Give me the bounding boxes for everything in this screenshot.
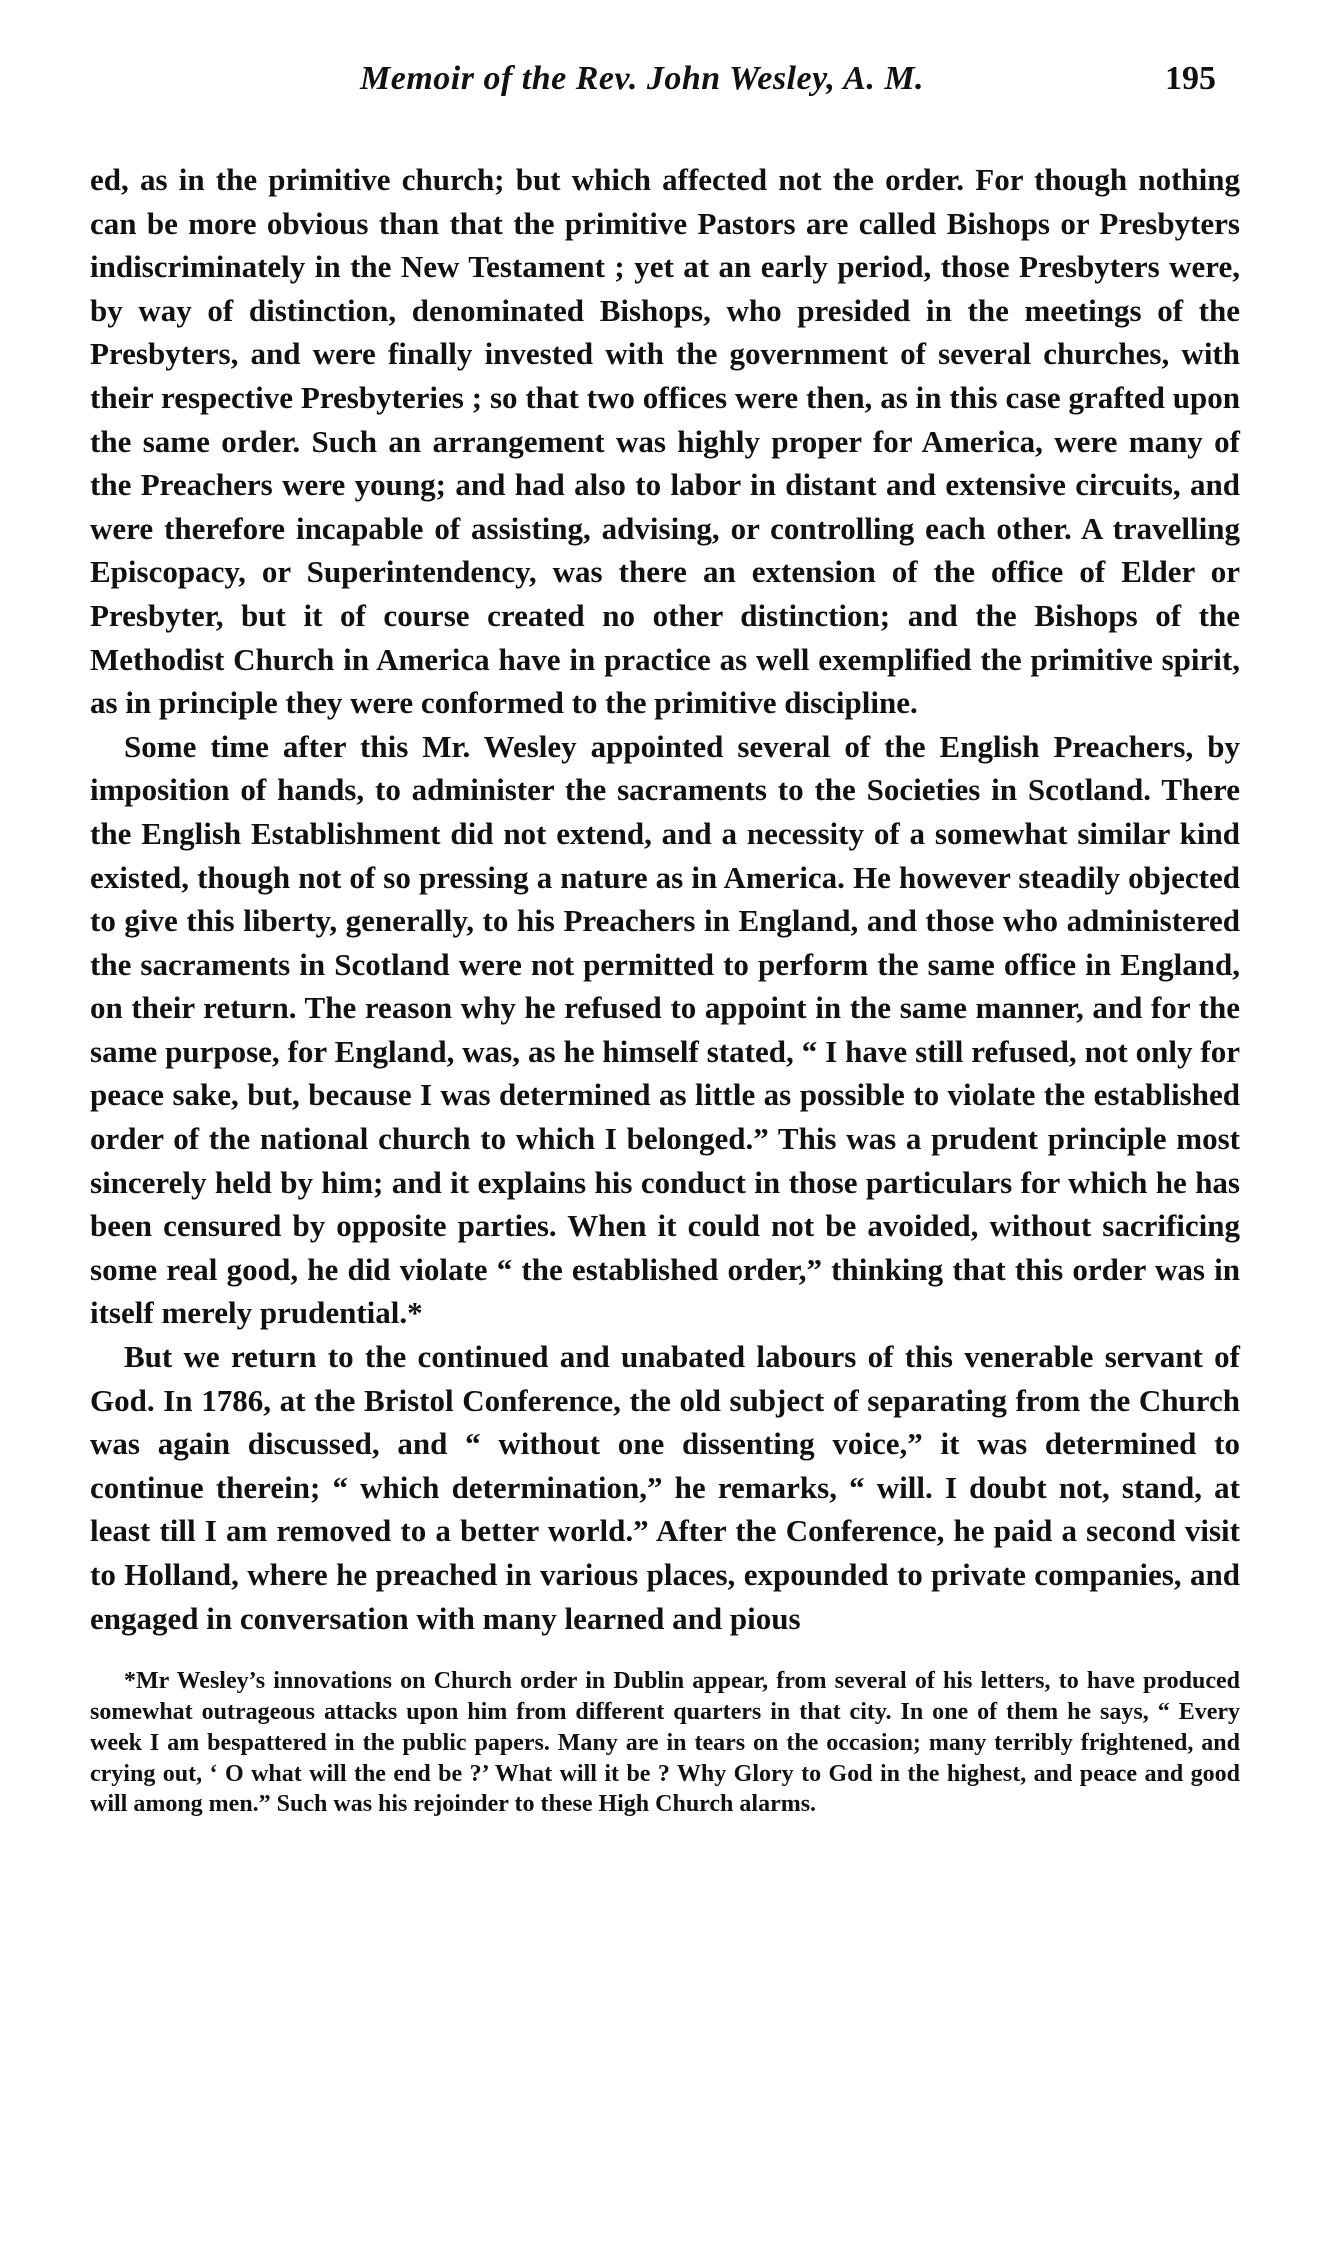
book-page xyxy=(90,60,1240,2200)
paragraph-1: ed, as in the primitive church; but which affected not the order. For though nothing can be more obvious than that the primitive Pastors are called Bishops or Presbyters indiscriminately in the New Testament ; yet at an early period, those Presbyters were, by way of distinction, denominated Bishops, who presided in the meetings of the Presbyters, and were finally invested with the government of several churches, with their respective Presbyteries ; so that two offices were then, as in this case grafted upon the same order. Such an arrangement was highly proper for America, were many of the Preachers were young; and had also to labor in distant and extensive circuits, and were therefore incapable of assisting, advising, or controlling each other. A travelling Episcopacy, or Superintendency, was there an extension of the office of Elder or Presbyter, but it of course created no other distinction; and the Bishops of the Methodist Church in America have in practice as well exemplified the primitive spirit, as in principle they were conformed to the primitive discipline. xyxy=(90,162,1240,721)
footnote xyxy=(90,1666,1240,1820)
running-head xyxy=(90,60,1240,124)
footnote-text: *Mr Wesley’s innovations on Church order in Dublin appear, from several of his letters, to have produced somewhat outrageous attacks upon him from different quarters in that city. In one of them he says, “ Every week I am bespattered in the public papers. Many are in tears on the occasion; many terribly frightened, and crying out, ‘ O what will the end be ?’ What will it be ? Why Glory to God in the highest, and peace and good will among men.” Such was his rejoinder to these High Church alarms. xyxy=(90,1668,1240,1818)
running-title: Memoir of the Rev. John Wesley, A. M. xyxy=(360,60,925,97)
paragraph-2: Some time after this Mr. Wesley appointed several of the English Preachers, by imposition of hands, to administer the sacraments to the Societies in Scotland. There the English Establishment did not extend, and a necessity of a somewhat similar kind existed, though not of so pressing a nature as in America. He however steadily objected to give this liberty, generally, to his Preachers in England, and those who administered the sacraments in Scotland were not permitted to perform the same office in England, on their return. The reason why he refused to appoint in the same manner, and for the same purpose, for England, was, as he himself stated, “ I have still refused, not only for peace sake, but, because I was determined as little as possible to violate the established order of the national church to which I belonged.” This was a prudent principle most sincerely held by him; and it explains his conduct in those particulars for which he has been censured by opposite parties. When it could not be avoided, without sacrificing some real good, he did violate “ the established order,” thinking that this order was in itself merely prudential.* xyxy=(90,728,1240,1331)
body-text xyxy=(90,158,1240,1640)
page-number: 195 xyxy=(1165,60,1216,97)
paragraph-3: But we return to the continued and unabated labours of this venerable servant of God. In 1786, at the Bristol Conference, the old subject of separating from the Church was again discussed, and “ without one dissenting voice,” it was determined to continue therein; “ which determination,” he remarks, “ will. I doubt not, stand, at least till I am removed to a better world.” After the Conference, he paid a second visit to Holland, where he preached in various places, expounded to private companies, and engaged in conversation with many learned and pious xyxy=(90,1339,1240,1636)
